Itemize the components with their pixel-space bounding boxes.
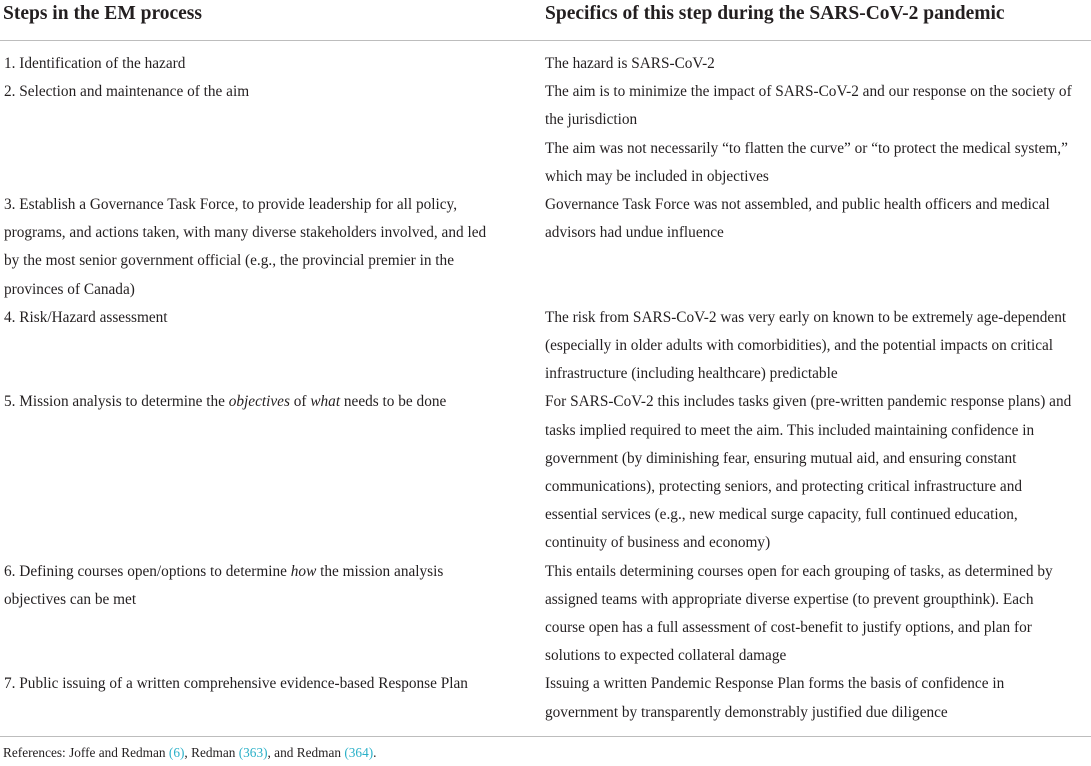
step-text: 2. Selection and maintenance of the aim [4, 83, 250, 101]
reference-link-363[interactable]: (363) [238, 745, 268, 760]
step-text [4, 388, 545, 416]
step-text-part: needs to be done [340, 393, 447, 411]
step-text: provinces of Canada) [4, 280, 135, 298]
specifics-cell [545, 670, 1091, 726]
table-row [0, 670, 1091, 726]
references-footnote [3, 744, 376, 762]
specifics-cell [545, 558, 1091, 671]
specifics-text: infrastructure (including healthcare) predictable [545, 365, 838, 383]
table-row [0, 304, 1091, 389]
table-header [0, 0, 1091, 41]
reference-link-6[interactable]: (6) [168, 745, 185, 760]
specifics-text: The risk from SARS-CoV-2 was very early on known to be extremely age-dependent [545, 308, 1067, 326]
specifics-text: The aim was not necessarily “to flatten the curve” or “to protect the medical system,” [545, 139, 1068, 157]
specifics-text: continuity of business and economy) [545, 534, 771, 552]
step-text: objectives can be met [4, 590, 137, 608]
step-cell [0, 50, 545, 78]
specifics-cell [545, 50, 1091, 78]
specifics-text: tasks implied required to meet the aim. This included maintaining confidence in [545, 421, 1035, 439]
step-text: 4. Risk/Hazard assessment [4, 308, 168, 326]
header-specifics: Specifics of this step during the SARS-CoV-2 pandemic [545, 3, 1005, 24]
specifics-text: advisors had undue influence [545, 224, 724, 242]
step-text: programs, and actions taken, with many diverse stakeholders involved, and led [4, 224, 487, 242]
step-text: 7. Public issuing of a written comprehensive evidence-based Response Plan [4, 675, 468, 693]
table-bottom-rule [0, 736, 1091, 737]
header-steps: Steps in the EM process [3, 3, 202, 24]
step-text: 3. Establish a Governance Task Force, to provide leadership for all policy, [4, 196, 458, 214]
specifics-text: Issuing a written Pandemic Response Plan forms the basis of confidence in [545, 675, 1005, 693]
step-cell [0, 304, 545, 389]
step-text-part: of [289, 393, 311, 411]
step-cell [0, 388, 545, 557]
step-text-emphasis: how [290, 562, 317, 580]
step-text-part: 5. Mission analysis to determine the [4, 393, 229, 411]
references-text: . [373, 745, 377, 760]
specifics-text: For SARS-CoV-2 this includes tasks given (pre-written pandemic response plans) and [545, 393, 1072, 411]
references-text: References: Joffe and Redman [3, 745, 169, 760]
specifics-cell [545, 388, 1091, 557]
step-text-emphasis: what [310, 393, 341, 411]
specifics-text: assigned teams with appropriate diverse expertise (to prevent groupthink). Each [545, 590, 1034, 608]
specifics-cell [545, 304, 1091, 389]
specifics-text: which may be included in objectives [545, 167, 769, 185]
step-cell [0, 191, 545, 304]
step-text-emphasis: objectives [228, 393, 290, 411]
specifics-text: communications), protecting seniors, and protecting critical infrastructure and [545, 478, 1023, 496]
step-cell [0, 558, 545, 671]
table-row [0, 78, 1091, 191]
reference-link-364[interactable]: (364) [344, 745, 374, 760]
step-text [4, 558, 545, 586]
specifics-text: government by transparently demonstrably justified due diligence [545, 703, 948, 721]
table-row [0, 558, 1091, 671]
specifics-text: solutions to expected collateral damage [545, 647, 787, 665]
step-text: 1. Identification of the hazard [4, 55, 186, 72]
step-text-part: 6. Defining courses open/options to determine [4, 562, 291, 580]
specifics-cell [545, 191, 1091, 304]
table-body [0, 50, 1091, 727]
table-row [0, 388, 1091, 557]
specifics-text: Governance Task Force was not assembled, and public health officers and medical [545, 196, 1050, 214]
specifics-text: government (by diminishing fear, ensuring mutual aid, and ensuring constant [545, 449, 1017, 467]
specifics-text: This entails determining courses open for each grouping of tasks, as determined by [545, 562, 1053, 580]
table-row [0, 191, 1091, 304]
step-cell [0, 670, 545, 726]
specifics-text: (especially in older adults with comorbidities), and the potential impacts on critical [545, 337, 1054, 355]
references-text: , and Redman [267, 745, 345, 760]
step-text-part: the mission analysis [316, 562, 444, 580]
specifics-text: The hazard is SARS-CoV-2 [545, 55, 715, 72]
specifics-cell [545, 78, 1091, 191]
specifics-text: the jurisdiction [545, 111, 638, 129]
references-text: , Redman [184, 745, 239, 760]
step-text: by the most senior government official (e.g., the provincial premier in the [4, 252, 454, 270]
specifics-text: essential services (e.g., new medical surge capacity, full continued education, [545, 506, 1018, 524]
step-cell [0, 78, 545, 191]
specifics-text: The aim is to minimize the impact of SARS-CoV-2 and our response on the society of [545, 83, 1072, 101]
specifics-text: course open has a full assessment of cost-benefit to justify options, and plan for [545, 619, 1032, 637]
table-row [0, 50, 1091, 78]
